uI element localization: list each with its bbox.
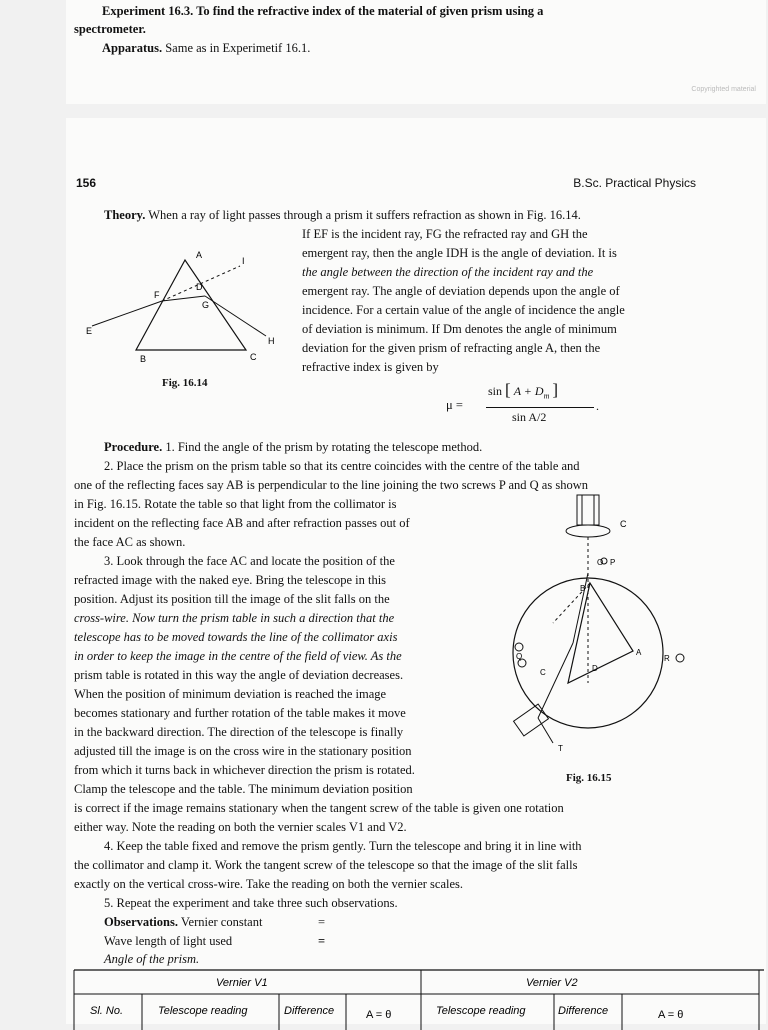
fig1614-label-G: G [202, 300, 210, 310]
fig1615-label-T: T [558, 744, 563, 753]
theory-line: of deviation is minimum. If Dm denotes the angle of minimum [302, 322, 617, 336]
fig1614-caption: Fig. 16.14 [162, 377, 208, 389]
formula-sin: sin [488, 384, 503, 398]
theory-label: Theory. [104, 208, 146, 222]
procedure-step3-line: in the backward direction. The direction of the telescope is finally [74, 725, 404, 739]
apparatus-line [102, 39, 310, 58]
formula-numerator: sin [ $A + D_m$ ] [488, 380, 559, 401]
fig1615-label-O: O [597, 558, 604, 567]
procedure-step3-line: adjusted till the image is on the cross wire in the stationary position [74, 744, 412, 758]
copyright-mark: Copyrighted material [691, 86, 756, 93]
procedure-step2-line: incident on the reflecting face AB and after refraction passes out of [74, 516, 410, 530]
procedure-step3-line: cross-wire. Now turn the prism table in such a direction that the [74, 611, 395, 625]
procedure-step3 [74, 552, 484, 799]
procedure-step4-line: exactly on the vertical cross-wire. Take the reading on both the vernier scales. [74, 877, 464, 891]
vernier-constant-label: Vernier constant [180, 915, 263, 929]
fig1614-label-A: A [196, 250, 203, 260]
book-page [66, 118, 766, 1024]
vernier-constant-eq: = [318, 915, 326, 929]
book-title: B.Sc. Practical Physics [573, 176, 696, 190]
fig1615-label-D: D [592, 664, 598, 673]
formula-sub-m: m [543, 391, 550, 401]
wavelength-label: Wave length of light used [104, 934, 233, 948]
formula-period: . [596, 399, 599, 413]
procedure-step3-line: from which it turns back in whichever direction the prism is rotated. [74, 763, 415, 777]
formula-denominator: sin A/2 [512, 410, 547, 424]
fig1614-label-I: I [242, 256, 245, 266]
observation-table [74, 970, 764, 1030]
procedure-step3-line: 3. Look through the face AC and locate the position of the [104, 554, 395, 568]
procedure-step4-line: the collimator and clamp it. Work the tangent screw of the telescope so that the image of the slit falls [74, 858, 578, 872]
procedure-label: Procedure. [104, 440, 163, 454]
experiment-title-cont: spectrometer. [74, 22, 146, 36]
observations-line [104, 913, 262, 932]
observations-label: Observations. [104, 915, 178, 929]
previous-page-fragment [66, 0, 766, 104]
table-col-tel2: Telescope reading [436, 1005, 526, 1017]
procedure-step4-line: 4. Keep the table fixed and remove the prism gently. Turn the telescope and bring it in line with [104, 839, 582, 853]
table-col-diff2: Difference [558, 1005, 609, 1017]
theory-line: refractive index is given by [302, 360, 439, 374]
page-number: 156 [76, 176, 97, 190]
procedure-step3-tail-line: is correct if the image remains stationary when the tangent screw of the table is given one rotation [74, 801, 564, 815]
table-vernier2: Vernier V2 [526, 977, 578, 989]
angle-of-prism-label: Angle of the prism. [104, 952, 200, 966]
table-vernier1: Vernier V1 [216, 977, 268, 989]
figure-16-15 [498, 493, 698, 761]
theory-line: the angle between the direction of the incident ray and the [302, 265, 594, 279]
fig1615-label-P: P [610, 558, 616, 567]
apparatus-label: Apparatus. [102, 41, 163, 55]
table-col-a2: A = θ [658, 1009, 684, 1021]
fig1615-label-C: C [620, 519, 627, 529]
fig1614-label-B: B [140, 354, 147, 364]
procedure-step2-line: in Fig. 16.15. Rotate the table so that light from the collimator is [74, 497, 397, 511]
table-col-sl: Sl. No. [90, 1005, 124, 1017]
theory-line1: When a ray of light passes through a prism it suffers refraction as shown in Fig. 16.14. [148, 208, 581, 222]
fig1615-label-R: R [664, 654, 670, 663]
procedure-step5: 5. Repeat the experiment and take three such observations. [104, 896, 398, 910]
formula-mu: μ = [446, 398, 463, 412]
procedure-step3-line: becomes stationary and further rotation of the table makes it move [74, 706, 406, 720]
fig1615-label-C-lower: C [540, 668, 546, 677]
theory-body [302, 225, 696, 377]
formula-fraction-bar [486, 407, 594, 408]
procedure-step3-line: in order to keep the image in the centre of the field of view. As the [74, 649, 402, 663]
fig1614-label-C: C [250, 352, 257, 362]
theory-line: If EF is the incident ray, FG the refracted ray and GH the [302, 227, 588, 241]
fig1614-label-H: H [268, 336, 275, 346]
theory-line: emergent ray, then the angle IDH is the angle of deviation. It is [302, 246, 617, 260]
procedure-step3-line: refracted image with the naked eye. Bring the telescope in this [74, 573, 387, 587]
procedure-step3-line: Clamp the telescope and the table. The minimum deviation position [74, 782, 413, 796]
fig1614-label-E: E [86, 326, 93, 336]
figure-16-14 [86, 246, 300, 380]
theory-line: deviation for the given prism of refracting angle A, then the [302, 341, 601, 355]
table-col-diff1: Difference [284, 1005, 335, 1017]
wavelength-eq: = [318, 934, 326, 948]
theory-line: incidence. For a certain value of the angle of incidence the angle [302, 303, 625, 317]
formula-a-plus-d: A + D [513, 384, 544, 398]
procedure-step3-line: When the position of minimum deviation is reached the image [74, 687, 387, 701]
procedure-step2-line: the face AC as shown. [74, 535, 186, 549]
procedure-step2-line: 2. Place the prism on the prism table so that its centre coincides with the centre of the table and [104, 459, 580, 473]
fig1615-label-Q: Q [516, 652, 523, 661]
fig1615-caption: Fig. 16.15 [566, 772, 612, 784]
apparatus-text: Same as in Experimetif 16.1. [165, 41, 311, 55]
table-col-a1: A = θ [366, 1009, 392, 1021]
table-col-tel1: Telescope reading [158, 1005, 248, 1017]
procedure-step2-line: one of the reflecting faces say AB is perpendicular to the line joining the two screws P and Q as shown [74, 478, 588, 492]
fig1615-label-B: B [580, 584, 586, 593]
experiment-title: Experiment 16.3. To find the refractive index of the material of given prism using a [102, 4, 544, 18]
procedure-step1 [104, 438, 482, 457]
procedure-step3-line: position. Adjust its position till the image of the slit falls on the [74, 592, 390, 606]
procedure-step3-line: prism table is rotated in this way the angle of deviation decreases. [74, 668, 404, 682]
procedure-step3-line: telescope has to be moved towards the line of the collimator axis [74, 630, 398, 644]
fig1614-label-D: D [196, 282, 203, 292]
fig1614-label-F: F [154, 290, 160, 300]
fig1615-label-A: A [636, 648, 642, 657]
theory-first-line [104, 206, 581, 225]
procedure-step3-tail-line: either way. Note the reading on both the vernier scales V1 and V2. [74, 820, 407, 834]
theory-line: emergent ray. The angle of deviation depends upon the angle of [302, 284, 620, 298]
procedure-step1-text: 1. Find the angle of the prism by rotating the telescope method. [165, 440, 483, 454]
